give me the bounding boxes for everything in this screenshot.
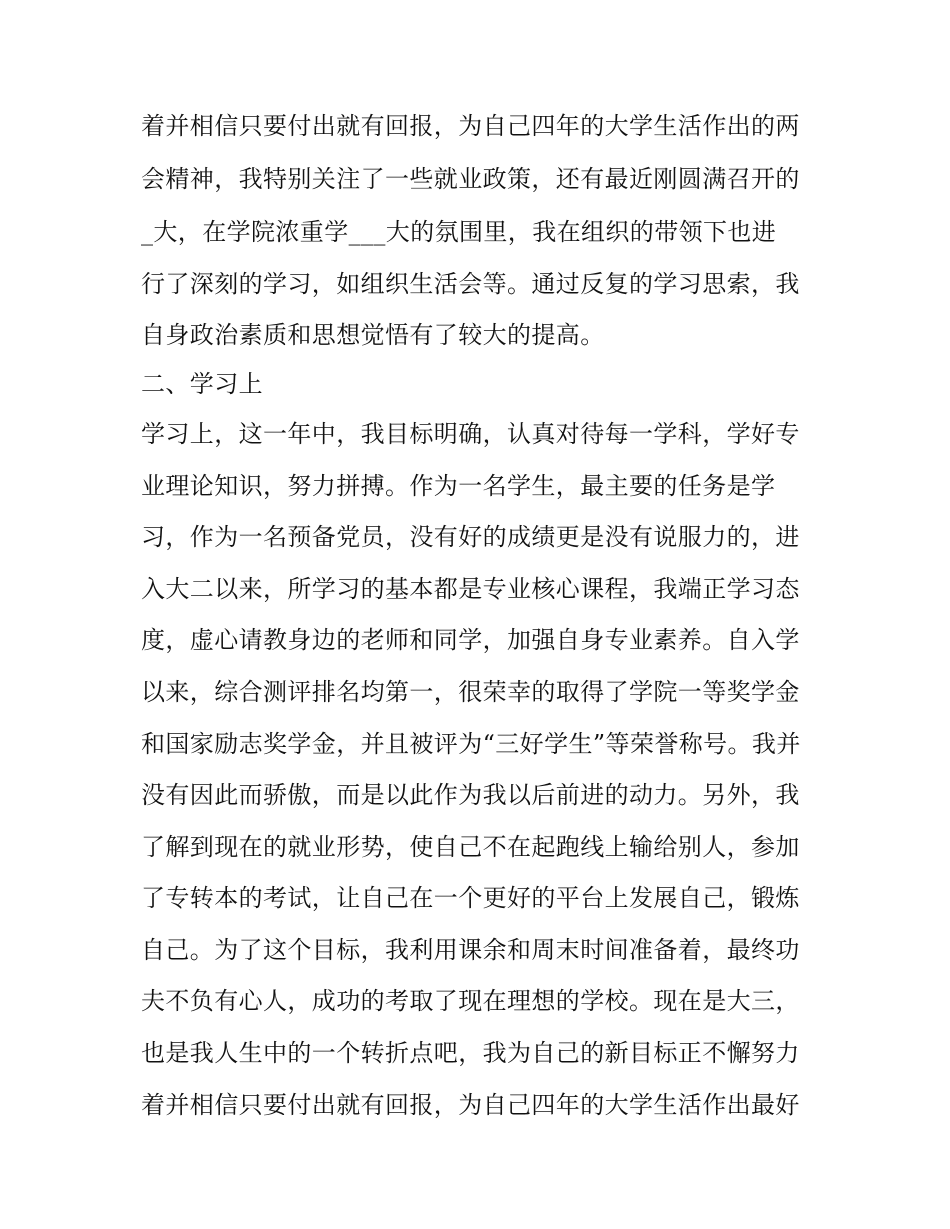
text-line: 也是我人生中的一个转折点吧，我为自己的新目标正不懈努力	[141, 1039, 800, 1067]
text-line: 着并相信只要付出就有回报，为自己四年的大学生活作出的两	[141, 112, 800, 140]
text-line: 和国家励志奖学金，并且被评为“三好学生”等荣誉称号。我并	[141, 730, 801, 758]
text-line: 会精神，我特别关注了一些就业政策，还有最近刚圆满召开的	[141, 165, 800, 193]
text-line: 夫不负有心人，成功的考取了现在理想的学校。现在是大三，	[141, 987, 800, 1015]
text-line: _大，在学院浓重学___大的氛围里，我在组织的带领下也进	[141, 218, 777, 246]
text-line: 习，作为一名预备党员，没有好的成绩更是没有说服力的，进	[141, 523, 800, 551]
text-line: 学习上，这一年中，我目标明确，认真对待每一学科，学好专	[141, 420, 800, 448]
text-line: 入大二以来，所学习的基本都是专业核心课程，我端正学习态	[141, 575, 800, 603]
text-line: 自己。为了这个目标，我利用课余和周末时间准备着，最终功	[141, 936, 800, 964]
text-line: 业理论知识，努力拼搏。作为一名学生，最主要的任务是学	[141, 472, 776, 500]
section-heading: 二、学习上	[141, 370, 263, 398]
text-line: 了解到现在的就业形势，使自己不在起跑线上输给别人，参加	[141, 833, 800, 861]
text-line: 自身政治素质和思想觉悟有了较大的提高。	[141, 321, 605, 349]
text-line: 行了深刻的学习，如组织生活会等。通过反复的学习思索，我	[141, 270, 800, 298]
text-line: 度，虚心请教身边的老师和同学，加强自身专业素养。自入学	[141, 626, 800, 654]
text-line: 了专转本的考试，让自己在一个更好的平台上发展自己，锻炼	[141, 884, 800, 912]
text-line: 着并相信只要付出就有回报，为自己四年的大学生活作出最好	[141, 1091, 800, 1119]
text-line: 以来，综合测评排名均第一，很荣幸的取得了学院一等奖学金	[141, 678, 800, 706]
text-line: 没有因此而骄傲，而是以此作为我以后前进的动力。另外，我	[141, 781, 800, 809]
